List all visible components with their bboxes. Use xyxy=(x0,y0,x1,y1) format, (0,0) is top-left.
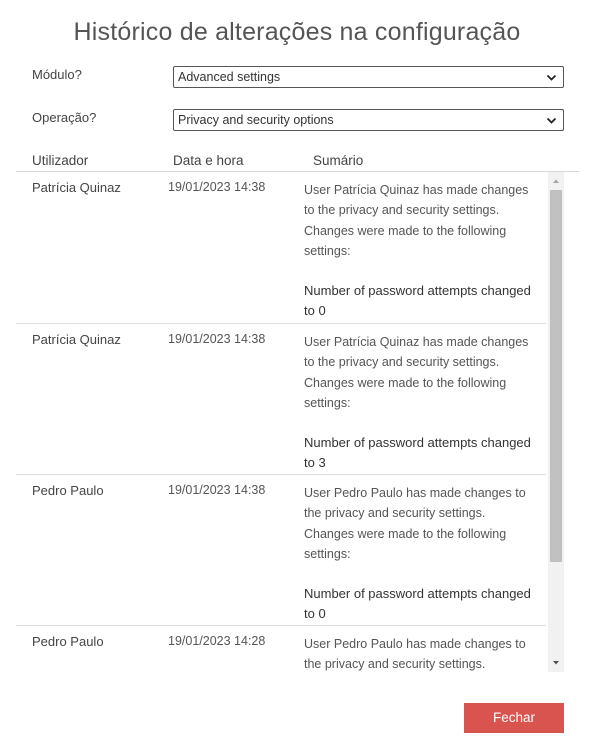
summary-line: to the privacy and security settings. xyxy=(304,203,500,218)
summary-spacer xyxy=(304,261,544,281)
vertical-scrollbar[interactable] xyxy=(548,172,564,672)
row-datetime: 19/01/2023 14:38 xyxy=(168,483,266,497)
summary-line: Changes were made to the following xyxy=(304,375,507,390)
change-line: Number of password attempts changed xyxy=(304,435,531,451)
change-line: to 3 xyxy=(304,455,326,471)
change-line: Number of password attempts changed xyxy=(304,283,531,299)
change-line: Number of password attempts changed xyxy=(304,586,531,602)
operation-label: Operação? xyxy=(32,110,97,125)
summary-line: User Pedro Paulo has made changes to xyxy=(304,637,526,651)
row-datetime: 19/01/2023 14:38 xyxy=(168,332,266,346)
summary-line: settings: xyxy=(304,546,351,561)
chevron-down-icon xyxy=(546,115,557,126)
row-summary xyxy=(304,483,544,625)
row-summary xyxy=(304,332,544,474)
row-user: Pedro Paulo xyxy=(32,634,104,649)
table-row xyxy=(16,475,546,626)
summary-line: Changes were made to the following xyxy=(304,526,507,541)
operation-select[interactable] xyxy=(173,109,564,131)
change-line: to 0 xyxy=(304,606,326,622)
summary-line: User Patrícia Quinaz has made changes xyxy=(304,183,529,197)
row-user: Patrícia Quinaz xyxy=(32,332,121,347)
summary-line: to the privacy and security settings. xyxy=(304,355,500,370)
table-row xyxy=(16,172,546,324)
row-datetime: 19/01/2023 14:38 xyxy=(168,180,266,194)
row-user: Patrícia Quinaz xyxy=(32,180,121,195)
scroll-down-arrow-icon[interactable] xyxy=(548,656,564,670)
scroll-up-arrow-icon[interactable] xyxy=(548,174,564,188)
module-select[interactable] xyxy=(173,66,564,88)
summary-line: User Patrícia Quinaz has made changes xyxy=(304,335,529,349)
summary-line: the privacy and security settings. xyxy=(304,657,486,672)
module-label: Módulo? xyxy=(32,67,82,82)
column-header-user: Utilizador xyxy=(32,153,89,168)
change-line: to 0 xyxy=(304,303,326,319)
scrollbar-thumb[interactable] xyxy=(550,190,562,562)
summary-line: Changes were made to the following xyxy=(304,223,507,238)
summary-line: settings: xyxy=(304,243,351,258)
row-user: Pedro Paulo xyxy=(32,483,104,498)
row-summary xyxy=(304,180,544,322)
operation-select-value: Privacy and security options xyxy=(178,113,334,127)
summary-spacer xyxy=(304,413,544,433)
summary-line: settings: xyxy=(304,395,351,410)
summary-spacer xyxy=(304,564,544,584)
summary-line: User Pedro Paulo has made changes to xyxy=(304,486,526,500)
dialog-title: Histórico de alterações na configuração xyxy=(73,18,521,46)
table-row xyxy=(16,324,546,475)
row-datetime: 19/01/2023 14:28 xyxy=(168,634,266,648)
column-header-summary: Sumário xyxy=(313,153,364,168)
close-button[interactable]: Fechar xyxy=(464,703,564,733)
history-list[interactable] xyxy=(16,172,564,672)
summary-line: the privacy and security settings. xyxy=(304,506,486,521)
chevron-down-icon xyxy=(546,72,557,83)
column-header-datetime: Data e hora xyxy=(173,153,244,168)
row-summary xyxy=(304,634,544,672)
module-select-value: Advanced settings xyxy=(178,70,281,84)
table-row xyxy=(16,626,546,672)
